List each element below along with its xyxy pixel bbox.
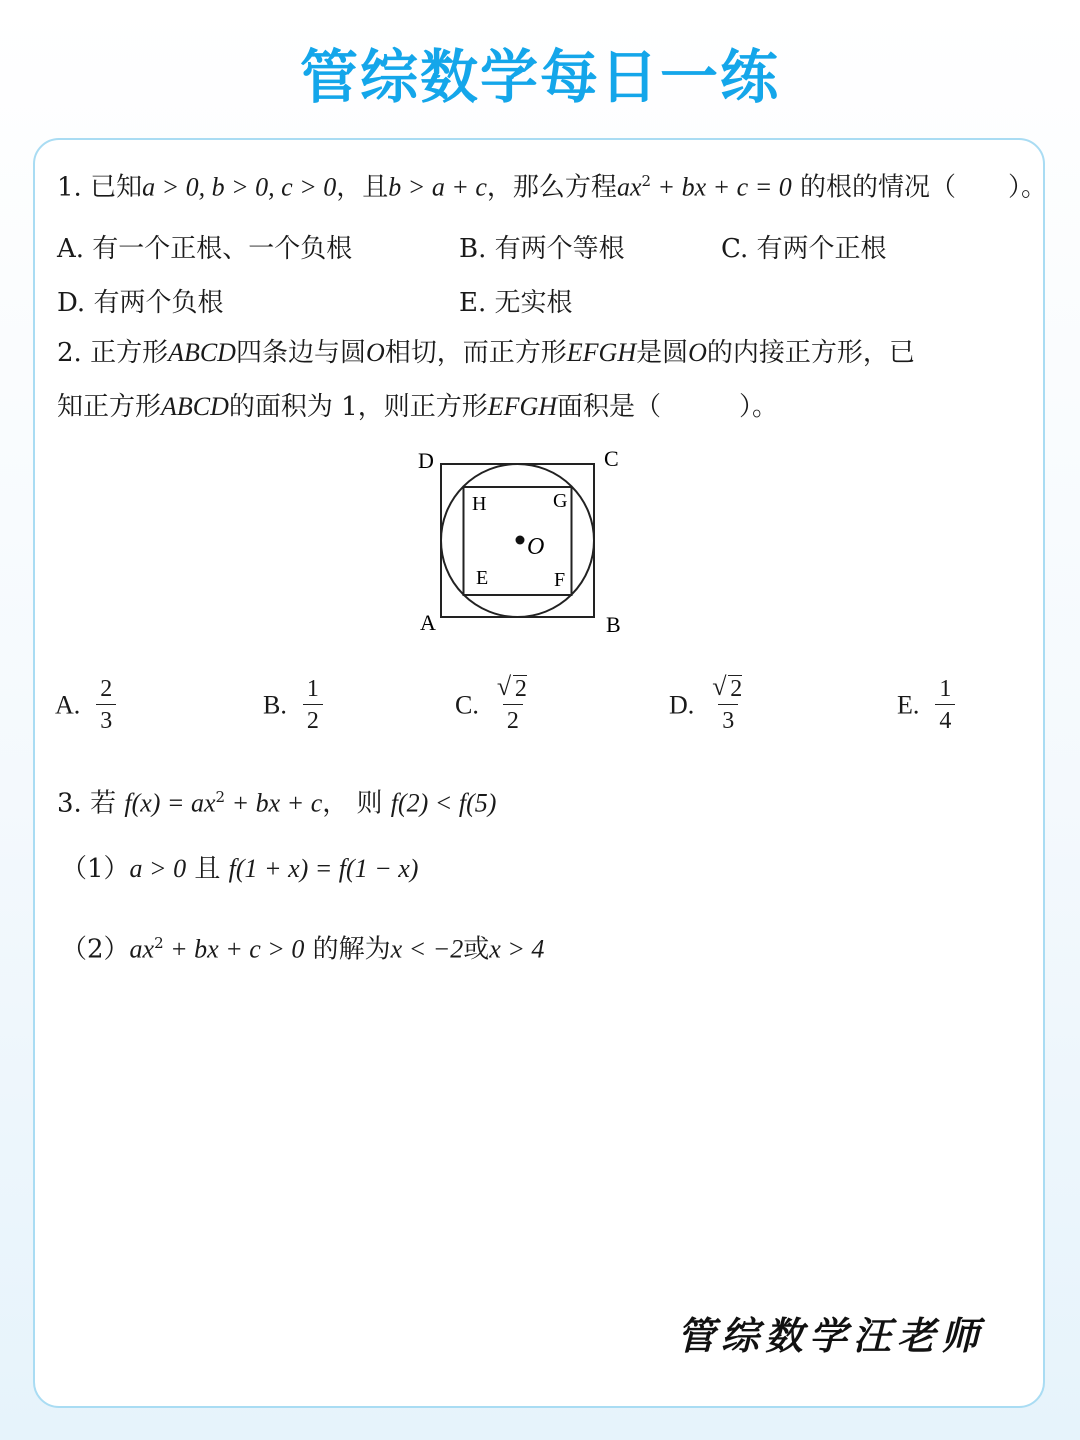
page-title: 管综数学每日一练 [299,43,780,111]
label-c: C [604,446,619,471]
label-d: D [418,448,434,473]
fraction: $\frac{2}{3}$ [96,674,116,737]
q2-option-c[interactable]: C. √ $\frac{2}{2}$ [455,674,531,737]
question-2-stem-line2: 知正方形ABCD的面积为 1，则正方形EFGH面积是（ ）。 [57,392,779,422]
sqrt-symbol: √ 2 [499,674,527,704]
sqrt-symbol: √ 2 [714,674,742,704]
q1-option-b[interactable]: B. 有两个等根 [459,234,625,264]
q2-option-e[interactable]: E. $\frac{1}{4}$ [897,674,955,737]
q1-option-a[interactable]: A. 有一个正根、一个负根 [57,234,353,264]
label-g: G [553,490,568,512]
label-f: F [554,569,566,591]
q1-option-e[interactable]: E. 无实根 [459,288,573,318]
label-e: E [476,567,489,589]
question-3-condition-2: $(2)ax^2$ + bx + c > 0 的解为x < −2或x > 4 [61,934,545,965]
fraction: $\frac{1}{4}$ [935,674,955,737]
square-circle-figure [410,440,640,640]
q2-option-b[interactable]: B. $\frac{1}{2}$ [263,674,323,737]
label-o: O [527,534,545,560]
question-card [33,138,1048,1408]
q1-option-c[interactable]: C. 有两个正根 [721,234,887,264]
question-3-stem: 3. 若 $f(x) = ax^2$ + bx + c， 则 f(2) < f(5) [57,788,497,819]
q2-option-d[interactable]: D. √ $\frac{2}{3}$ [669,674,746,737]
fraction: √ $\frac{2}{2}$ [495,674,531,737]
question-3-condition-1: （1）a > 0 且 f(1 + x) = f(1 − x) [61,854,419,884]
q1-option-d[interactable]: D. 有两个负根 [57,288,224,318]
label-h: H [472,493,487,515]
fraction: √ $\frac{2}{3}$ [710,674,746,737]
label-a: A [420,610,436,635]
fraction: $\frac{1}{2}$ [303,674,323,737]
author-signature: 管综数学汪老师 [676,1313,985,1358]
q2-option-a[interactable]: A. $\frac{2}{3}$ [55,674,116,737]
question-2-stem-line1: 2. 正方形ABCD四条边与圆O相切，而正方形EFGH是圆O的内接正方形，已 [57,338,915,368]
center-point-o [516,536,525,545]
question-1-stem: 1. 已知a > 0, b > 0, c > 0，且b > a + c，那么方程$ax^2$ + bx + c = 0 的根的情况（ ）。 [57,172,1048,203]
label-b: B [606,612,621,637]
